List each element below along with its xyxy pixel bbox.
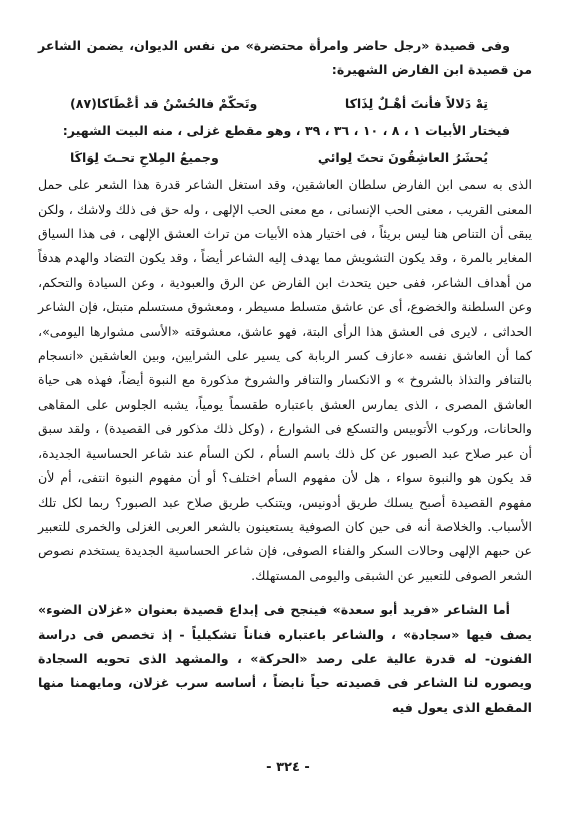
verse-ibn-al-farid: [38, 89, 532, 119]
page-number: - ٣٢٤ -: [266, 760, 310, 775]
verse-first-hemistich: يُحشَرُ العاشِقُونَ تحتَ لِوائي: [317, 150, 488, 166]
paragraph-selected-verses: فيختار الأبيات ١ ، ٨ ، ١٠ ، ٣٦ ، ٣٩ ، وهو مقطع غزلى ، منه البيت الشهير:: [62, 122, 510, 138]
verse-first-hemistich: تِهْ دَلالاً فأنتَ أهْـلٌ لِذَاكا: [344, 95, 488, 111]
verse-second-hemistich: وجميعُ المِلاحِ تحـتَ لِوَاكَا: [70, 150, 219, 166]
verse-famous: [38, 143, 532, 173]
verse-second-hemistich: وتَحكّمْ فالحُسْنُ قد أعْطَاكا(٨٧): [70, 95, 258, 111]
paragraph-farid-abu-saada: أما الشاعر «فريد أبو سعدة» فينجح فى إبداع قصيدة بعنوان «غزلان الضوء» يصف فيها «سجادة» ، والشاعر باعتباره فناناً تشكيلياً - إذ تخصص فى دراسة الفنون- له قدرة عالية على رصد «الحركة» ، والمشهد الذى تحويه السجادة ويصوره لنا الشاعر فى قصيدته حياً نابضاً ، أساسه سرب غزلان، ومايهمنا منها المقطع الذى يعول فيه: [38, 602, 532, 715]
paragraph-analysis: الذى به سمى ابن الفارض سلطان العاشقين، وقد استغل الشاعر قدرة هذا الشعر على حمل المعنى القريب ، معنى الحب الإنسانى ، مع معنى الحب الإلهى ، وله حق فى ذلك ولاشك ، ولكن يبقى أن التناص هنا ليس بريئاً ، فى اختيار هذه الأبيات من تراث العشق الإلهى ، فى هذا السياق المغاير بالمرة ، وقد يكون التشويش مما يهدف إليه الشاعر أيضاً ، وقد يكون التضاد والهدم هدفاً من أهداف الشاعر، ففى حين يتحدث ابن الفارض عن الرق والعبودية ، وعن السيادة والتحكم، وعن السلطنة والخضوع، أى عن عاشق متسلط مسيطر ، ومعشوق مستسلم متبتل، فإن الشاعر الحداثى ، لايرى فى العشق هذا الرأى البتة، فهو عاشق، معشوقته «الأسى مشوارها اليومى»، كما أن العاشق نفسه «عازف كسر الربابة كى يسير على الشرايين، وبين العاشقين «انسجام بالتنافر والتذاذ بالشروخ » و الانكسار والتنافر والشروخ مذكورة مع النبوة أيضاً، فهذه هى حياة العاشق المصرى ، الذى يمارس العشق باعتباره طقسماً يومياً، يشبه الجلوس على المقاهى والحانات، وركوب الأتوبيس والتسكع فى الشوارع ، (وكل ذلك مذكور فى القصيدة) ، ولقد سبق أن عبر صلاح عبد الصبور عن كل ذلك باسم السأم ، لكن السأم عند شاعر الحساسية الجديدة، قد يكون هو والنبوة سواء ، هل لأن مفهوم السأم اختلف؟ أو أن مفهوم النبوة انتفى، أم لأن مفهوم القصيدة أصبح يسلك طريق أدونيس، ويتنكب طريق صلاح عبد الصبور؟ ربما لكل تلك الأسباب. والخلاصة أنه فى حين كان الصوفية يستعينون بالشعر العربى الغزلى والخمرى للتعبير عن حبهم الإلهى وحالات السكر والفناء الصوفى، فإن شاعر الحساسية الجديدة يستخدم نصوص الشعر الصوفى للتعبير عن الشبقى واليومى المستهلك.: [38, 177, 532, 583]
paragraph-intro: وفى قصيدة «رجل حاضر وامرأة محتضرة» من نفس الديوان، يضمن الشاعر من قصيدة ابن الفارض الشهيرة:: [38, 38, 532, 78]
